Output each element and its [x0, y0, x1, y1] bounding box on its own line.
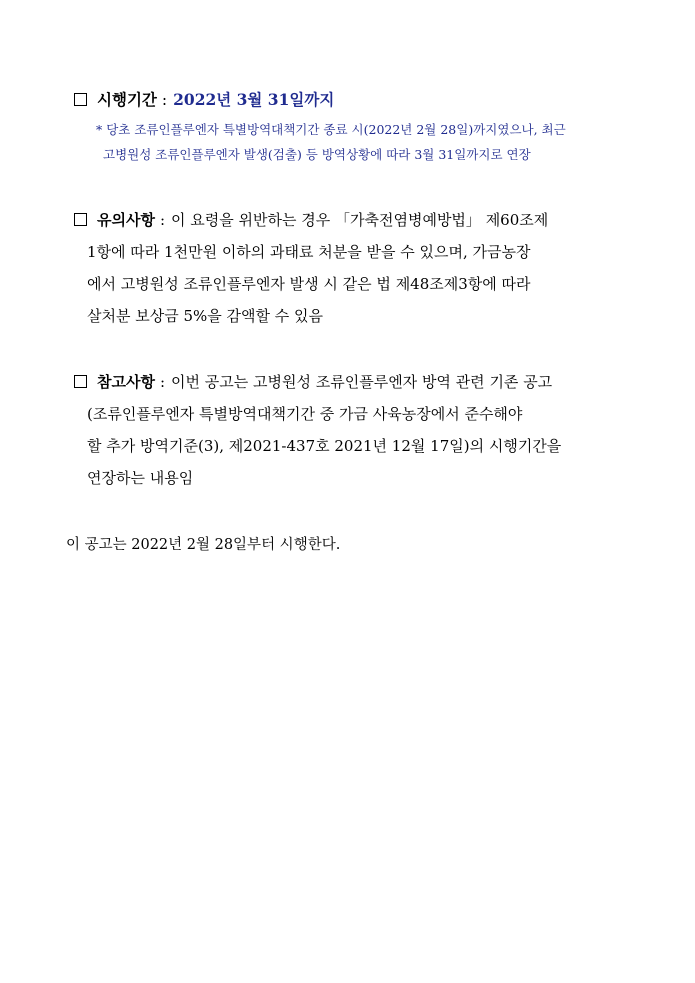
period-separator: : [161, 91, 168, 109]
reference-section [74, 366, 642, 494]
reference-line3: 할 추가 방역기준(3), 제2021-437호 2021년 12월 17일)의 시행기간을 [87, 437, 562, 455]
reference-line1: 이번 공고는 고병원성 조류인플루엔자 방역 관련 기존 공고 [171, 373, 553, 391]
checkbox-icon [74, 213, 87, 226]
reference-separator: : [159, 373, 166, 391]
period-note-line2: 고병원성 조류인플루엔자 발생(검출) 등 방역상황에 따라 3월 31일까지로 연장 [103, 147, 531, 162]
caution-line1: 이 요령을 위반하는 경우 「가축전염병예방법」 제60조제 [171, 211, 549, 229]
caution-heading [74, 204, 642, 236]
checkbox-icon [74, 375, 87, 388]
period-note [96, 117, 566, 167]
reference-line4: 연장하는 내용임 [87, 469, 194, 487]
reference-heading [74, 366, 642, 398]
period-value: 2022년 3월 31일까지 [173, 90, 335, 109]
period-note-line1: * 당초 조류인플루엔자 특별방역대책기간 종료 시(2022년 2월 28일)까지였으나, 최근 [96, 122, 566, 137]
caution-line4: 살처분 보상금 5%을 감액할 수 있음 [87, 307, 324, 325]
reference-label: 참고사항 [97, 373, 155, 391]
caution-line2: 1항에 따라 1천만원 이하의 과태료 처분을 받을 수 있으며, 가금농장 [87, 243, 531, 261]
period-section [74, 88, 642, 110]
caution-separator: : [159, 211, 166, 229]
caution-label: 유의사항 [97, 211, 155, 229]
effective-date-statement: 이 공고는 2022년 2월 28일부터 시행한다. [66, 537, 341, 553]
checkbox-icon [74, 93, 87, 106]
caution-section [74, 204, 642, 332]
caution-line3: 에서 고병원성 조류인플루엔자 발생 시 같은 법 제48조제3항에 따라 [87, 275, 531, 293]
period-label: 시행기간 [97, 90, 157, 109]
reference-line2: (조류인플루엔자 특별방역대책기간 중 가금 사육농장에서 준수해야 [87, 405, 523, 423]
period-heading [74, 88, 642, 110]
